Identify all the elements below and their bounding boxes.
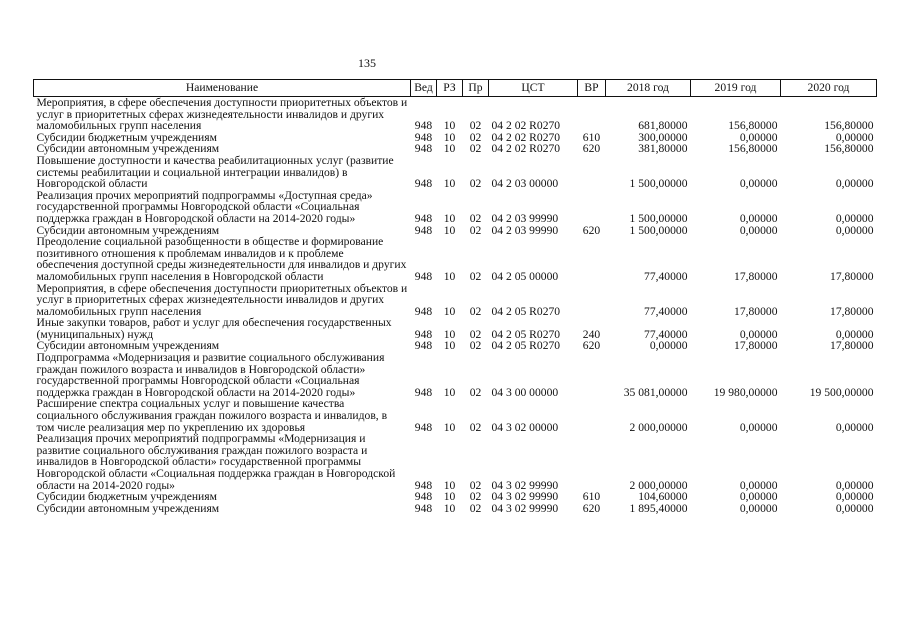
header-2020: 2020 год (781, 80, 877, 97)
row-value-2018: 77,40000 (644, 304, 688, 318)
row-cst: 04 3 02 99990 (491, 478, 559, 492)
row-cst: 04 2 05 R0270 (491, 304, 561, 318)
row-ved: 948 (414, 304, 433, 318)
table-header-row (34, 80, 877, 97)
row-vr: 610 (582, 130, 601, 144)
row-ved: 948 (414, 327, 433, 341)
row-value-2020: 0,00000 (835, 327, 874, 341)
row-vr: 620 (582, 501, 601, 515)
row-cst: 04 2 02 R0270 (491, 119, 561, 133)
row-vr (578, 433, 606, 491)
row-ved: 948 (414, 269, 433, 283)
row-rz: 10 (443, 211, 456, 225)
row-cst: 04 2 05 00000 (491, 269, 559, 283)
row-rz: 10 (443, 304, 456, 318)
row-pr: 02 (469, 177, 482, 191)
row-name: Иные закупки товаров, работ и услуг для обеспечения государственных (муниципальных) нужд (36, 316, 392, 341)
row-name: Субсидии бюджетным учреждениям (36, 490, 217, 504)
row-value-2019: 19 980,00000 (713, 385, 778, 399)
budget-table (33, 79, 877, 514)
row-ved: 948 (414, 420, 433, 434)
row-ved: 948 (414, 223, 433, 237)
header-ved: Вед (411, 80, 437, 97)
row-value-2020: 0,00000 (835, 211, 874, 225)
row-ved: 948 (414, 478, 433, 492)
row-rz: 10 (443, 339, 456, 353)
row-cst: 04 2 03 00000 (491, 177, 559, 191)
header-2018: 2018 год (606, 80, 691, 97)
row-value-2018: 35 081,00000 (623, 385, 688, 399)
header-2019: 2019 год (691, 80, 781, 97)
row-rz: 10 (443, 478, 456, 492)
row-cst: 04 3 02 99990 (491, 501, 559, 515)
row-cst: 04 3 02 00000 (491, 420, 559, 434)
row-vr (578, 190, 606, 225)
header-vr: ВР (578, 80, 606, 97)
table-row (34, 236, 877, 282)
row-cst: 04 2 03 99990 (491, 211, 559, 225)
table-row (34, 433, 877, 491)
row-value-2020: 0,00000 (835, 478, 874, 492)
row-vr (578, 97, 606, 132)
row-vr (578, 236, 606, 282)
row-rz: 10 (443, 327, 456, 341)
row-value-2020: 0,00000 (835, 177, 874, 191)
row-ved: 948 (414, 119, 433, 133)
row-value-2019: 0,00000 (739, 501, 778, 515)
row-vr (578, 398, 606, 433)
row-ved: 948 (414, 490, 433, 504)
row-pr: 02 (469, 269, 482, 283)
row-vr: 620 (582, 339, 601, 353)
row-value-2018: 381,80000 (638, 142, 688, 156)
row-vr (578, 283, 606, 318)
row-value-2018: 1 500,00000 (629, 211, 688, 225)
header-rz: РЗ (437, 80, 463, 97)
row-ved: 948 (414, 177, 433, 191)
row-value-2018: 77,40000 (644, 269, 688, 283)
table-row (34, 190, 877, 225)
row-cst: 04 2 05 R0270 (491, 327, 561, 341)
row-value-2020: 17,80000 (830, 339, 874, 353)
row-rz: 10 (443, 420, 456, 434)
row-value-2019: 17,80000 (734, 304, 778, 318)
row-value-2020: 156,80000 (824, 119, 874, 133)
row-name: Реализация прочих мероприятий подпрограммы «Доступная среда» государственной программы Новгородской области «Социальная поддержка граждан в Новгородской области на 2014-2020 годы» (36, 188, 373, 225)
row-name: Мероприятия, в сфере обеспечения доступности приоритетных объектов и услуг в приоритетных сферах жизнедеятельности инвалидов и других маломобильных групп населения (36, 281, 408, 318)
row-value-2019: 0,00000 (739, 223, 778, 237)
row-value-2019: 0,00000 (739, 327, 778, 341)
table-row (34, 398, 877, 433)
row-cst: 04 2 02 R0270 (491, 142, 561, 156)
row-ved: 948 (414, 142, 433, 156)
row-value-2018: 2 000,00000 (629, 478, 688, 492)
row-pr: 02 (469, 119, 482, 133)
table-row (34, 503, 877, 515)
row-name: Субсидии автономным учреждениям (36, 223, 220, 237)
row-name: Субсидии автономным учреждениям (36, 142, 220, 156)
row-pr: 02 (469, 327, 482, 341)
row-pr: 02 (469, 339, 482, 353)
row-rz: 10 (443, 501, 456, 515)
row-rz: 10 (443, 269, 456, 283)
row-rz: 10 (443, 142, 456, 156)
row-pr: 02 (469, 501, 482, 515)
page-number: 135 (358, 56, 376, 70)
row-value-2019: 0,00000 (739, 478, 778, 492)
row-pr: 02 (469, 142, 482, 156)
table-row (34, 317, 877, 340)
row-value-2020: 19 500,00000 (809, 385, 874, 399)
row-cst: 04 3 00 00000 (491, 385, 559, 399)
row-value-2018: 0,00000 (649, 339, 688, 353)
row-name: Повышение доступности и качества реабилитационных услуг (развитие системы реабилитации и социальной интеграции инвалидов) в Новгородской области (36, 153, 394, 191)
row-rz: 10 (443, 130, 456, 144)
row-cst: 04 3 02 99990 (491, 490, 559, 504)
row-value-2019: 17,80000 (734, 339, 778, 353)
row-value-2018: 77,40000 (644, 327, 688, 341)
row-value-2018: 681,80000 (638, 119, 688, 133)
row-name: Субсидии автономным учреждениям (36, 501, 220, 515)
row-value-2019: 0,00000 (739, 177, 778, 191)
row-ved: 948 (414, 385, 433, 399)
table-row (34, 155, 877, 190)
row-rz: 10 (443, 177, 456, 191)
row-value-2018: 300,00000 (638, 130, 688, 144)
row-vr (578, 155, 606, 190)
row-value-2020: 0,00000 (835, 223, 874, 237)
row-pr: 02 (469, 490, 482, 504)
row-rz: 10 (443, 223, 456, 237)
table-body (34, 97, 877, 515)
row-name: Реализация прочих мероприятий подпрограммы «Модернизация и развитие социального обслуживания граждан пожилого возраста и инвалидов в Новгородской области» государственной программы Новгородской области «Социальная поддержка граждан в Новгородской области на 2014-2020 годы» (36, 432, 396, 492)
row-pr: 02 (469, 223, 482, 237)
row-value-2020: 0,00000 (835, 490, 874, 504)
row-cst: 04 2 05 R0270 (491, 339, 561, 353)
row-ved: 948 (414, 130, 433, 144)
row-value-2020: 0,00000 (835, 501, 874, 515)
header-name: Наименование (34, 80, 411, 97)
row-ved: 948 (414, 211, 433, 225)
row-value-2019: 0,00000 (739, 211, 778, 225)
table-row (34, 283, 877, 318)
row-value-2019: 156,80000 (728, 119, 778, 133)
row-pr: 02 (469, 478, 482, 492)
row-value-2020: 17,80000 (830, 269, 874, 283)
row-value-2019: 0,00000 (739, 420, 778, 434)
row-value-2018: 1 500,00000 (629, 223, 688, 237)
row-vr: 620 (582, 223, 601, 237)
row-pr: 02 (469, 385, 482, 399)
row-pr: 02 (469, 420, 482, 434)
row-value-2019: 0,00000 (739, 490, 778, 504)
table-row (34, 352, 877, 398)
row-value-2018: 1 895,40000 (629, 501, 688, 515)
row-value-2019: 156,80000 (728, 142, 778, 156)
row-value-2020: 156,80000 (824, 142, 874, 156)
row-value-2018: 2 000,00000 (629, 420, 688, 434)
row-rz: 10 (443, 385, 456, 399)
row-vr: 620 (582, 142, 601, 156)
row-value-2018: 104,60000 (638, 490, 688, 504)
row-rz: 10 (443, 119, 456, 133)
row-name: Подпрограмма «Модернизация и развитие социального обслуживания граждан пожилого возраста и инвалидов в Новгородской области» государственной программы Новгородской области «Социальная поддержка граждан в Новгородской области на 2014-2020 годы» (36, 351, 385, 399)
row-pr: 02 (469, 304, 482, 318)
row-pr: 02 (469, 211, 482, 225)
row-value-2020: 0,00000 (835, 420, 874, 434)
row-value-2020: 17,80000 (830, 304, 874, 318)
row-value-2020: 0,00000 (835, 130, 874, 144)
row-name: Мероприятия, в сфере обеспечения доступности приоритетных объектов и услуг в приоритетных сферах жизнедеятельности инвалидов и других маломобильных групп населения (36, 96, 408, 133)
row-pr: 02 (469, 130, 482, 144)
row-name: Субсидии бюджетным учреждениям (36, 130, 217, 144)
row-vr: 610 (582, 490, 601, 504)
row-name: Преодоление социальной разобщенности в обществе и формирование позитивного отношения к проблемам инвалидов и к проблеме обеспечения доступной среды жизнедеятельности для инвалидов и других маломобильных групп населения в Новгородской области (36, 235, 407, 283)
row-cst: 04 2 02 R0270 (491, 130, 561, 144)
row-vr: 240 (582, 327, 601, 341)
header-cst: ЦСТ (489, 80, 578, 97)
table-row (34, 97, 877, 132)
row-name: Субсидии автономным учреждениям (36, 339, 220, 353)
row-ved: 948 (414, 339, 433, 353)
row-cst: 04 2 03 99990 (491, 223, 559, 237)
header-pr: Пр (463, 80, 489, 97)
row-value-2019: 0,00000 (739, 130, 778, 144)
row-rz: 10 (443, 490, 456, 504)
row-vr (578, 352, 606, 398)
row-ved: 948 (414, 501, 433, 515)
row-value-2019: 17,80000 (734, 269, 778, 283)
row-value-2018: 1 500,00000 (629, 177, 688, 191)
row-name: Расширение спектра социальных услуг и повышение качества социального обслуживания граждан пожилого возраста и инвалидов, в том числе реализация мер по укреплению их здоровья (36, 397, 388, 434)
